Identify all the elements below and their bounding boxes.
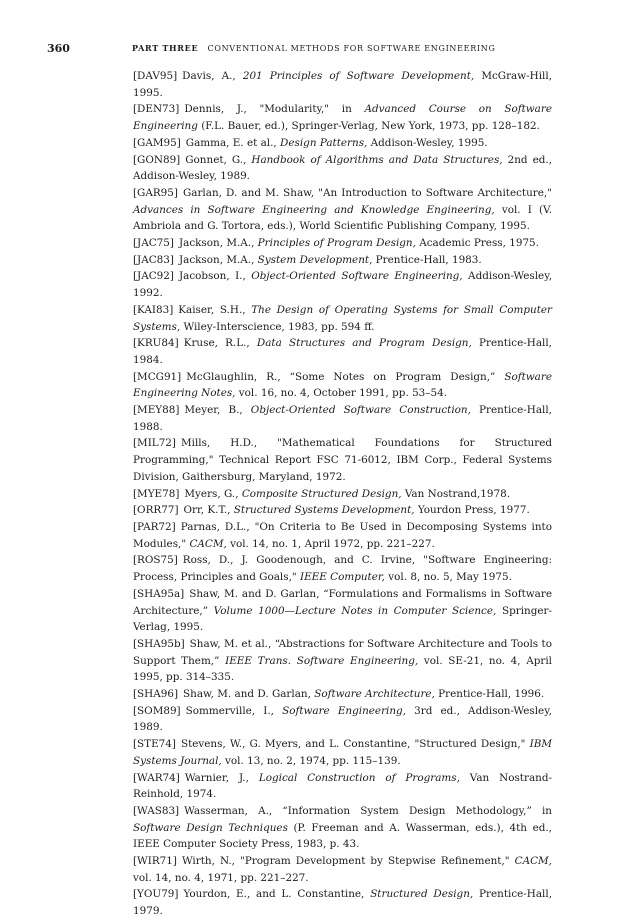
- reference-entry: [133, 101, 552, 134]
- reference-text: Warnier, J.,: [184, 771, 259, 784]
- reference-text: Mills, H.D., "Mathematical Foundations for Structured Programming," Technical Report FSC 71-6012, IBM Corp., Federal Systems Division, Gaithersburg, Maryland, 1972.: [133, 437, 552, 483]
- reference-text: vol. I (V. Ambriola and G. Tortora, eds.), World Scientific Publishing Company, 1995.: [133, 203, 552, 233]
- reference-title: Logical Construction of Programs,: [258, 771, 460, 784]
- reference-text: Prentice-Hall, 1979.: [133, 888, 553, 918]
- reference-key: [SHA95b]: [133, 637, 185, 650]
- reference-text: Shaw, M. et al., “Abstractions for Software Architecture and Tools to Support Them,”: [133, 637, 552, 667]
- reference-entry: [133, 853, 552, 886]
- reference-text: (P. Freeman and A. Wasserman, eds.), 4th ed., IEEE Computer Society Press, 1983, p. 43.: [133, 821, 552, 851]
- reference-title: IEEE Computer,: [299, 571, 385, 584]
- reference-text: McGlaughlin, R., “Some Notes on Program Design,”: [186, 370, 505, 383]
- reference-entry: [133, 770, 552, 803]
- reference-title: Structured Design,: [370, 888, 474, 901]
- reference-text: Sommerville, I.,: [185, 704, 283, 717]
- reference-text: Shaw, M. and D. Garlan,: [183, 688, 315, 701]
- reference-key: [SOM89]: [133, 704, 181, 717]
- reference-key: [JAC83]: [133, 253, 174, 266]
- reference-key: [YOU79]: [133, 888, 179, 901]
- reference-text: Addison-Wesley, 1995.: [367, 136, 488, 149]
- reference-text: Yourdon Press, 1977.: [414, 504, 530, 517]
- reference-title: Object-Oriented Software Construction,: [250, 404, 471, 417]
- reference-title: Software Engineering Notes,: [133, 370, 552, 400]
- reference-entry: [133, 268, 552, 301]
- reference-key: [MIL72]: [133, 437, 176, 450]
- reference-entry: [133, 519, 552, 552]
- reference-text: Orr, K.T.,: [183, 504, 234, 517]
- reference-key: [GAM95]: [133, 136, 181, 149]
- reference-text: vol. 14, no. 1, April 1972, pp. 221–227.: [226, 537, 435, 550]
- reference-entry: [133, 335, 552, 368]
- reference-text: Springer-Verlag, 1995.: [133, 604, 552, 634]
- reference-key: [GON89]: [133, 153, 181, 166]
- reference-text: vol. SE-21, no. 4, April 1995, pp. 314–335.: [133, 654, 553, 684]
- running-head: [132, 43, 496, 53]
- reference-entry: [133, 736, 552, 769]
- page-number: 360: [47, 42, 70, 55]
- reference-key: [KRU84]: [133, 337, 179, 350]
- reference-key: [WIR71]: [133, 855, 177, 868]
- reference-text: 3rd ed., Addison-Wesley, 1989.: [133, 704, 552, 734]
- reference-text: Gonnet, G.,: [185, 153, 252, 166]
- reference-entry: [133, 502, 552, 519]
- reference-text: Wasserman, A., “Information System Design Methodology,” in: [184, 804, 552, 817]
- reference-text: Addison-Wesley, 1992.: [133, 270, 552, 300]
- reference-entry: [133, 185, 552, 235]
- reference-title: Advances in Software Engineering and Knowledge Engineering,: [133, 203, 495, 216]
- reference-title: CACM,: [189, 537, 227, 550]
- reference-text: Jacobson, I.,: [178, 270, 252, 283]
- reference-text: Wiley-Interscience, 1983, pp. 594 ff.: [180, 320, 375, 333]
- running-head-section: CONVENTIONAL METHODS FOR SOFTWARE ENGINEERING: [207, 44, 496, 53]
- reference-entry: [133, 402, 552, 435]
- reference-title: Software Engineering,: [282, 704, 407, 717]
- reference-title: Principles of Program Design,: [257, 237, 416, 250]
- reference-key: [JAC75]: [133, 237, 174, 250]
- reference-title: Software Design Techniques: [133, 821, 288, 834]
- reference-entry: [133, 586, 552, 636]
- reference-title: Software Architecture,: [314, 688, 435, 701]
- reference-key: [MEY88]: [133, 404, 180, 417]
- reference-entry: [133, 686, 552, 703]
- reference-key: [MCG91]: [133, 370, 182, 383]
- reference-text: McGraw-Hill, 1995.: [133, 70, 552, 99]
- reference-title: IEEE Trans. Software Engineering,: [225, 654, 419, 667]
- reference-text: Academic Press, 1975.: [415, 237, 539, 250]
- reference-text: Kaiser, S.H.,: [178, 303, 252, 316]
- reference-key: [GAR95]: [133, 186, 178, 199]
- reference-entry: [133, 252, 552, 269]
- reference-entry: [133, 369, 552, 402]
- reference-key: [SHA96]: [133, 688, 179, 701]
- reference-key: [MYE78]: [133, 487, 180, 500]
- reference-title: Handbook of Algorithms and Data Structures,: [251, 153, 503, 166]
- reference-key: [KAI83]: [133, 303, 174, 316]
- reference-text: Van Nostrand,1978.: [401, 487, 511, 500]
- reference-text: 2nd ed., Addison-Wesley, 1989.: [133, 153, 553, 183]
- reference-title: Design Patterns,: [280, 136, 368, 149]
- reference-title: System Development,: [257, 253, 373, 266]
- reference-text: Prentice-Hall, 1988.: [133, 404, 552, 433]
- reference-title: The Design of Operating Systems for Small Computer Systems,: [133, 303, 552, 333]
- reference-text: vol. 14, no. 4, 1971, pp. 221–227.: [133, 871, 309, 884]
- reference-title: 201 Principles of Software Development,: [242, 70, 475, 82]
- reference-entry: [133, 803, 552, 853]
- reference-entry: [133, 302, 552, 335]
- reference-key: [JAC92]: [133, 270, 174, 283]
- reference-text: Prentice-Hall, 1996.: [434, 688, 545, 701]
- reference-title: Volume 1000—Lecture Notes in Computer Science,: [213, 604, 497, 617]
- reference-text: Jackson, M.A.,: [178, 253, 258, 266]
- reference-text: Shaw, M. and D. Garlan, “Formulations and Formalisms in Software Architecture,”: [133, 587, 552, 617]
- reference-text: vol. 8, no. 5, May 1975.: [385, 571, 512, 584]
- reference-key: [ORR77]: [133, 504, 179, 517]
- reference-text: Dennis, J., "Modularity," in: [184, 103, 365, 116]
- reference-entry: [133, 68, 552, 101]
- reference-title: Data Structures and Program Design,: [256, 337, 472, 350]
- reference-entry: [133, 636, 552, 686]
- reference-title: Advanced Course on Software Engineering: [133, 103, 552, 133]
- reference-text: vol. 16, no. 4, October 1991, pp. 53–54.: [235, 387, 448, 400]
- reference-text: Ross, D., J. Goodenough, and C. Irvine, "Software Engineering: Process, Principles and Goals,": [133, 554, 552, 584]
- reference-key: [PAR72]: [133, 520, 176, 533]
- reference-text: Prentice-Hall, 1983.: [372, 253, 482, 266]
- reference-text: Davis, A.,: [182, 70, 243, 82]
- reference-key: [DEN73]: [133, 103, 180, 116]
- reference-title: CACM,: [514, 855, 552, 868]
- reference-key: [ROS75]: [133, 554, 178, 567]
- reference-text: Garlan, D. and M. Shaw, "An Introduction to Software Architecture,": [182, 186, 552, 199]
- reference-key: [WAS83]: [133, 804, 180, 817]
- reference-title: Object-Oriented Software Engineering,: [251, 270, 463, 283]
- reference-text: Gamma, E. et al.,: [185, 136, 281, 149]
- reference-title: Structured Systems Development,: [233, 504, 415, 517]
- reference-text: vol. 13, no. 2, 1974, pp. 115–139.: [221, 754, 401, 767]
- reference-text: Parnas, D.L., "On Criteria to Be Used in Decomposing Systems into Modules,": [133, 520, 552, 550]
- reference-entry: [133, 235, 552, 252]
- reference-entry: [133, 552, 552, 585]
- reference-entry: [133, 886, 552, 919]
- reference-text: Jackson, M.A.,: [178, 237, 258, 250]
- reference-text: Myers, G.,: [184, 487, 242, 500]
- reference-text: Prentice-Hall, 1984.: [133, 337, 552, 366]
- reference-entry: [133, 703, 552, 736]
- reference-entry: [133, 435, 552, 485]
- reference-text: Wirth, N., "Program Development by Stepwise Refinement,": [181, 855, 515, 868]
- reference-list: [133, 68, 552, 920]
- reference-key: [STE74]: [133, 738, 176, 751]
- reference-text: (F.L. Bauer, ed.), Springer-Verlag, New York, 1973, pp. 128–182.: [197, 120, 540, 133]
- reference-key: [DAV95]: [133, 70, 178, 82]
- reference-key: [SHA95a]: [133, 587, 185, 600]
- reference-text: Yourdon, E., and L. Constantine,: [183, 888, 371, 901]
- reference-entry: [133, 135, 552, 152]
- reference-title: IBM Systems Journal,: [133, 738, 552, 767]
- reference-key: [WAR74]: [133, 771, 180, 784]
- reference-text: Meyer, B.,: [184, 404, 251, 417]
- reference-entry: [133, 486, 552, 503]
- reference-text: Kruse, R.L.,: [183, 337, 257, 350]
- running-head-part: PART THREE: [132, 43, 199, 53]
- reference-text: Stevens, W., G. Myers, and L. Constantine, "Structured Design,": [180, 738, 530, 751]
- reference-title: Composite Structured Design,: [241, 487, 402, 500]
- reference-text: Van Nostrand-Reinhold, 1974.: [133, 771, 552, 801]
- reference-entry: [133, 152, 552, 185]
